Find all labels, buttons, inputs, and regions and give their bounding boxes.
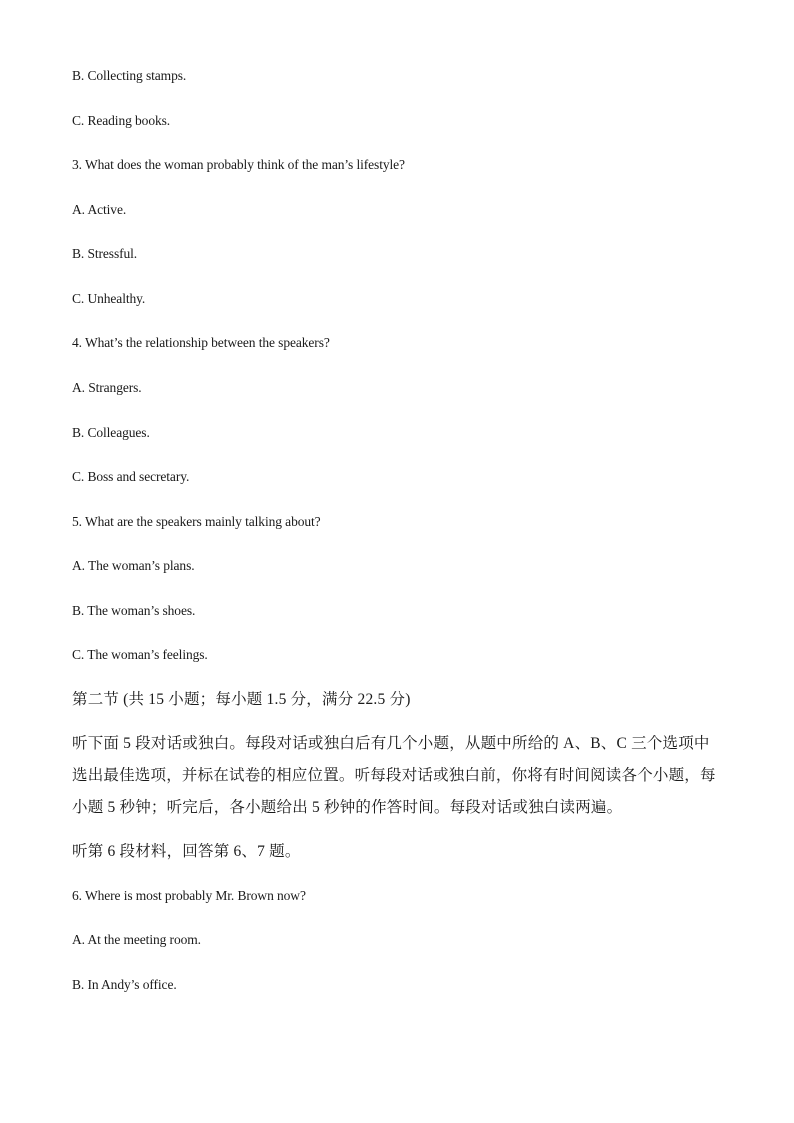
option-3a: A. Active.	[72, 202, 127, 217]
material-6-heading: 听第 6 段材料，回答第 6、7 题。	[72, 843, 301, 860]
option-3c: C. Unhealthy.	[72, 291, 146, 306]
option-5c: C. The woman’s feelings.	[72, 647, 208, 662]
option-4a: A. Strangers.	[72, 380, 142, 395]
option-3b: B. Stressful.	[72, 246, 138, 261]
option-2b: B. Collecting stamps.	[72, 68, 187, 83]
instructions-line-2: 选出最佳选项，并标在试卷的相应位置。听每段对话或独白前，你将有时间阅读各个小题，每	[72, 767, 716, 784]
option-5a: A. The woman’s plans.	[72, 558, 195, 573]
instructions-line-3: 小题 5 秒钟；听完后，各小题给出 5 秒钟的作答时间。每段对话或独白读两遍。	[72, 799, 623, 816]
section-heading: 第二节 (共 15 小题；每小题 1.5 分，满分 22.5 分)	[72, 691, 411, 708]
option-5b: B. The woman’s shoes.	[72, 603, 196, 618]
question-3: 3. What does the woman probably think of the man’s lifestyle?	[72, 157, 405, 172]
option-4b: B. Colleagues.	[72, 425, 150, 440]
instructions-line-1: 听下面 5 段对话或独白。每段对话或独白后有几个小题，从题中所给的 A、B、C 三个选项中	[72, 735, 710, 752]
option-6a: A. At the meeting room.	[72, 932, 201, 947]
option-6b: B. In Andy’s office.	[72, 977, 177, 992]
option-2c: C. Reading books.	[72, 113, 171, 128]
question-4: 4. What’s the relationship between the speakers?	[72, 335, 330, 350]
option-4c: C. Boss and secretary.	[72, 469, 190, 484]
question-5: 5. What are the speakers mainly talking about?	[72, 514, 321, 529]
question-6: 6. Where is most probably Mr. Brown now?	[72, 888, 306, 903]
